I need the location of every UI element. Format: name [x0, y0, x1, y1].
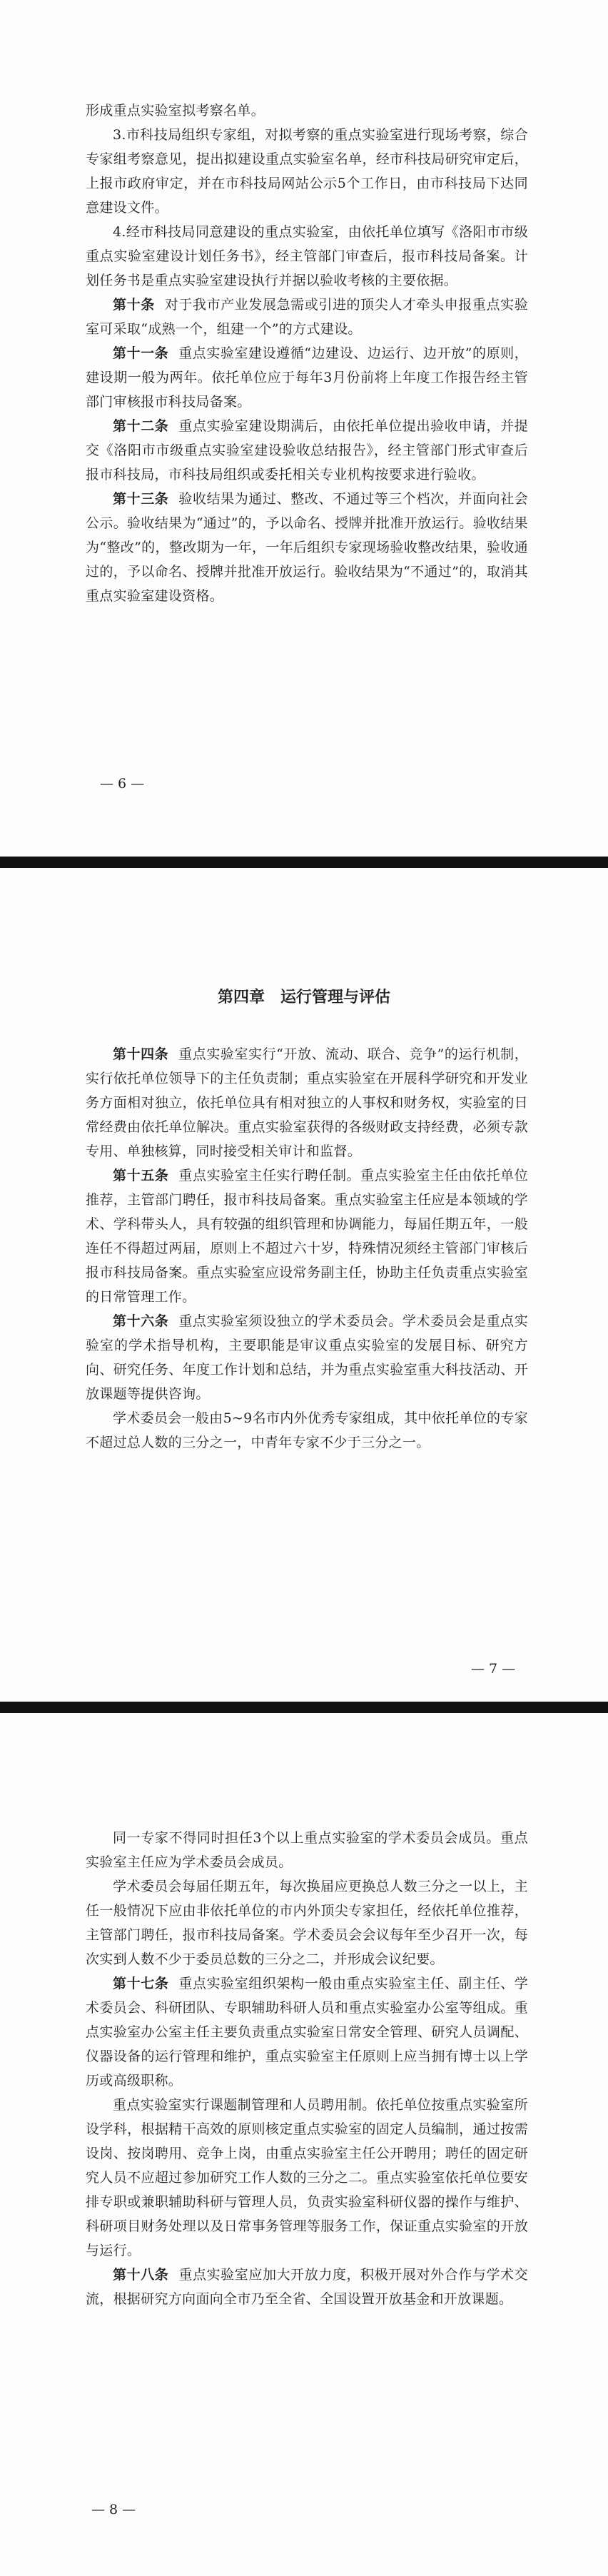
- article-number: 第十五条: [113, 1168, 169, 1183]
- article-paragraph: 第十三条 验收结果为通过、整改、不通过等三个档次，并面向社会公示。验收结果为“通过”的，予以命名、授牌并批准开放运行。验收结果为“整改”的，整改期为一年，一年后组织专家现场验收整改结果，验收通过的，予以命名、授牌并批准开放运行。验收结果为“不通过”的，取消其重点实验室建设资格。: [86, 491, 528, 604]
- paragraph: 4.经市科技局同意建设的重点实验室，由依托单位填写《洛阳市市级重点实验室建设计划任务书》，经主管部门审查后，报市科技局备案。计划任务书是重点实验室建设执行并据以验收考核的主要依据。: [86, 224, 528, 288]
- paragraph: 重点实验室实行课题制管理和人员聘用制。依托单位按重点实验室所设学科，根据精干高效的原则核定重点实验室的固定人员编制，通过按需设岗、按岗聘用、竞争上岗，由重点实验室主任公开聘用；聘任的固定研究人员不应超过参加研究工作人数的三分之二。重点实验室依托单位要安排专职或兼职辅助科研与管理人员，负责实验室科研仪器的操作与维护、科研项目财务处理以及日常事务管理等服务工作，保证重点实验室的开放与运行。: [86, 2097, 528, 2258]
- paragraph: 学术委员会一般由5~9名市内外优秀专家组成，其中依托单位的专家不超过总人数的三分之一，中青年专家不少于三分之一。: [86, 1410, 528, 1450]
- article-paragraph: 第十五条 重点实验室主任实行聘任制。重点实验室主任由依托单位推荐，主管部门聘任，报市科技局备案。重点实验室主任应是本领域的学术、学科带头人，具有较强的组织管理和协调能力，每届任期五年，一般连任不得超过两届，原则上不超过六十岁，特殊情况须经主管部门审核后报市科技局备案。重点实验室应设常务副主任，协助主任负责重点实验室的日常管理工作。: [86, 1168, 528, 1305]
- page-number: — 7 —: [471, 1661, 516, 1677]
- article-number: 第十六条: [113, 1313, 169, 1329]
- article-number: 第十三条: [113, 491, 169, 507]
- chapter-title: 第四章 运行管理与评估: [217, 988, 390, 1006]
- page-divider: [0, 857, 608, 868]
- page-number: — 8 —: [91, 2502, 136, 2517]
- page-6-body: [86, 99, 528, 608]
- paragraph: 3.市科技局组织专家组，对拟考察的重点实验室进行现场考察，综合专家组考察意见，提出拟建设重点实验室名单，经市科技局研究审定后，上报市政府审定，并在市科技局网站公示5个工作日，由市科技局下达同意建设文件。: [86, 127, 528, 216]
- article-number: 第十七条: [113, 1976, 169, 1991]
- article-paragraph: 第十条 对于我市产业发展急需或引进的顶尖人才牵头申报重点实验室可采取“成熟一个，组建一个”的方式建设。: [86, 297, 528, 337]
- article-paragraph: 第十八条 重点实验室应加大开放力度，积极开展对外合作与学术交流，根据研究方向面向全市乃至全省、全国设置开放基金和开放课题。: [86, 2267, 528, 2307]
- page-7-body: [86, 1042, 528, 1455]
- article-number: 第十二条: [113, 418, 169, 434]
- article-number: 第十一条: [113, 345, 169, 361]
- article-paragraph: 第十二条 重点实验室建设期满后，由依托单位提出验收申请，并提交《洛阳市市级重点实验室建设验收总结报告》，经主管部门形式审查后报市科技局，市科技局组织或委托相关专业机构按要求进行验收。: [86, 418, 528, 483]
- page-divider: [0, 1702, 608, 1713]
- page-8-body: [86, 1826, 528, 2311]
- paragraph: 同一专家不得同时担任3个以上重点实验室的学术委员会成员。重点实验室主任应为学术委员会成员。: [86, 1830, 528, 1870]
- article-number: 第十八条: [113, 2267, 169, 2283]
- article-paragraph: 第十六条 重点实验室须设独立的学术委员会。学术委员会是重点实验室的学术指导机构，主要职能是审议重点实验室的发展目标、研究方向、研究任务、年度工作计划和总结，并为重点实验室重大科技活动、开放课题等提供咨询。: [86, 1313, 528, 1402]
- article-paragraph: 第十一条 重点实验室建设遵循“边建设、边运行、边开放”的原则，建设期一般为两年。依托单位应于每年3月份前将上年度工作报告经主管部门审核报市科技局备案。: [86, 345, 528, 410]
- article-number: 第十四条: [113, 1046, 169, 1062]
- article-paragraph: 第十四条 重点实验室实行“开放、流动、联合、竞争”的运行机制，实行依托单位领导下的主任负责制；重点实验室在开展科学研究和开发业务方面相对独立，依托单位具有相对独立的人事权和财务权，实验室的日常经费由依托单位解决。重点实验室获得的各级财政支持经费，必须专款专用、单独核算，同时接受相关审计和监督。: [86, 1046, 528, 1159]
- page-number: — 6 —: [100, 776, 145, 792]
- article-paragraph: 第十七条 重点实验室组织架构一般由重点实验室主任、副主任、学术委员会、科研团队、专职辅助科研人员和重点实验室办公室等组成。重点实验室办公室主任主要负责重点实验室日常安全管理、研究人员调配、仪器设备的运行管理和维护，重点实验室主任原则上应当拥有博士以上学历或高级职称。: [86, 1976, 528, 2088]
- article-number: 第十条: [113, 297, 155, 313]
- paragraph: 学术委员会每届任期五年，每次换届应更换总人数三分之一以上，主任一般情况下应由非依托单位的市内外顶尖专家担任，经依托单位推荐，主管部门聘任，报市科技局备案。学术委员会会议每年至少召开一次，每次实到人数不少于委员总数的三分之二，并形成会议纪要。: [86, 1879, 528, 1967]
- paragraph: 形成重点实验室拟考察名单。: [86, 103, 265, 118]
